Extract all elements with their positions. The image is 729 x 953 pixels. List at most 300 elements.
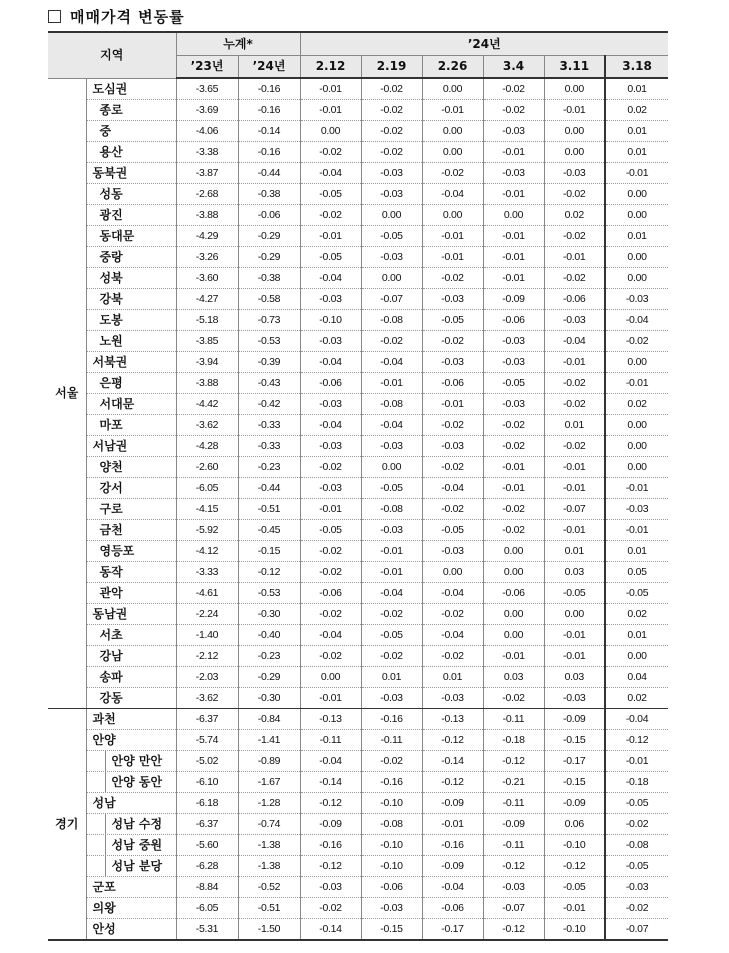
value-cell: -3.65 [176, 78, 238, 100]
value-cell: -0.12 [483, 751, 544, 772]
value-cell: -5.31 [176, 919, 238, 941]
value-cell: -0.02 [605, 814, 668, 835]
value-cell: -0.53 [238, 583, 300, 604]
value-cell: -0.17 [422, 919, 483, 941]
value-cell: -0.09 [544, 793, 605, 814]
value-cell: -0.02 [544, 226, 605, 247]
value-cell: -0.38 [238, 268, 300, 289]
value-cell: -0.02 [300, 646, 361, 667]
region-name: 구로 [86, 499, 176, 520]
value-cell: -0.01 [422, 226, 483, 247]
value-cell: -0.03 [544, 163, 605, 184]
value-cell: -0.01 [422, 247, 483, 268]
value-cell: -0.29 [238, 226, 300, 247]
region-name: 마포 [86, 415, 176, 436]
table-row [48, 583, 668, 604]
table-row [48, 394, 668, 415]
value-cell: -0.09 [483, 289, 544, 310]
value-cell: -0.16 [238, 142, 300, 163]
header-year: ’24년 [300, 32, 668, 56]
value-cell: -0.04 [361, 415, 422, 436]
value-cell: -0.74 [238, 814, 300, 835]
value-cell: 0.04 [605, 667, 668, 688]
value-cell: -0.02 [300, 457, 361, 478]
value-cell: -0.06 [422, 898, 483, 919]
value-cell: -0.06 [483, 583, 544, 604]
region-name: 안양 [86, 730, 176, 751]
value-cell: -0.16 [361, 772, 422, 793]
table-row [48, 814, 668, 835]
value-cell: -0.04 [422, 184, 483, 205]
value-cell: -3.62 [176, 688, 238, 709]
table-row [48, 520, 668, 541]
value-cell: -0.10 [300, 310, 361, 331]
value-cell: -0.02 [361, 121, 422, 142]
value-cell: 0.01 [605, 142, 668, 163]
value-cell: -0.01 [483, 184, 544, 205]
region-name: 성남 [86, 793, 176, 814]
value-cell: -0.03 [483, 331, 544, 352]
table-row [48, 667, 668, 688]
value-cell: -3.62 [176, 415, 238, 436]
value-cell: -0.05 [300, 520, 361, 541]
value-cell: 0.00 [605, 457, 668, 478]
checkbox-icon [48, 10, 61, 23]
value-cell: -2.60 [176, 457, 238, 478]
value-cell: -0.03 [300, 478, 361, 499]
value-cell: -0.08 [361, 814, 422, 835]
value-cell: -0.16 [361, 709, 422, 730]
value-cell: 0.05 [605, 562, 668, 583]
value-cell: -0.13 [422, 709, 483, 730]
value-cell: 0.01 [605, 226, 668, 247]
value-cell: -0.08 [361, 394, 422, 415]
region-name: 관악 [86, 583, 176, 604]
value-cell: -0.03 [544, 310, 605, 331]
value-cell: -0.03 [300, 436, 361, 457]
value-cell: -0.04 [422, 478, 483, 499]
value-cell: 0.02 [605, 604, 668, 625]
table-row [48, 856, 668, 877]
value-cell: 0.00 [544, 142, 605, 163]
value-cell: -0.16 [300, 835, 361, 856]
value-cell: -0.02 [605, 898, 668, 919]
value-cell: -0.03 [605, 877, 668, 898]
value-cell: -0.05 [361, 226, 422, 247]
value-cell: -0.10 [544, 835, 605, 856]
region-name: 성남 중원 [105, 835, 176, 855]
value-cell: -5.74 [176, 730, 238, 751]
region-name: 과천 [86, 709, 176, 730]
value-cell: 0.00 [544, 121, 605, 142]
value-cell: -0.01 [361, 541, 422, 562]
region-name: 중 [86, 121, 176, 142]
value-cell: -3.88 [176, 373, 238, 394]
value-cell: -0.09 [422, 856, 483, 877]
value-cell: -0.02 [422, 457, 483, 478]
value-cell: -0.33 [238, 436, 300, 457]
group-label: 서울 [48, 78, 86, 709]
table-row [48, 226, 668, 247]
value-cell: -0.03 [422, 352, 483, 373]
value-cell: -0.05 [361, 625, 422, 646]
value-cell: -0.21 [483, 772, 544, 793]
value-cell: -0.11 [483, 709, 544, 730]
value-cell: -0.12 [238, 562, 300, 583]
value-cell: -0.17 [544, 751, 605, 772]
value-cell: 0.00 [483, 625, 544, 646]
value-cell: -0.02 [422, 268, 483, 289]
region-name: 송파 [86, 667, 176, 688]
value-cell: -2.68 [176, 184, 238, 205]
value-cell: 0.03 [544, 562, 605, 583]
value-cell: -0.12 [300, 856, 361, 877]
value-cell: -0.18 [483, 730, 544, 751]
region-name: 도심권 [86, 78, 176, 100]
value-cell: -4.61 [176, 583, 238, 604]
value-cell: -4.28 [176, 436, 238, 457]
value-cell: -0.02 [544, 436, 605, 457]
value-cell: -0.05 [361, 478, 422, 499]
region-name: 은평 [86, 373, 176, 394]
table-row [48, 688, 668, 709]
value-cell: 0.00 [605, 268, 668, 289]
header-col: 2.26 [422, 56, 483, 79]
value-cell: -0.01 [544, 520, 605, 541]
header-region: 지역 [48, 32, 176, 78]
header-col: 3.11 [544, 56, 605, 79]
value-cell: -3.60 [176, 268, 238, 289]
subregion-cell [86, 835, 176, 856]
value-cell: -0.14 [300, 919, 361, 941]
table-row [48, 205, 668, 226]
value-cell: -0.02 [422, 499, 483, 520]
value-cell: -0.01 [605, 478, 668, 499]
value-cell: 0.06 [544, 814, 605, 835]
region-name: 군포 [86, 877, 176, 898]
value-cell: 0.02 [605, 394, 668, 415]
price-change-table [48, 31, 668, 941]
value-cell: -0.09 [544, 709, 605, 730]
value-cell: -0.02 [361, 100, 422, 121]
value-cell: -1.41 [238, 730, 300, 751]
value-cell: -0.02 [361, 646, 422, 667]
value-cell: -0.02 [361, 331, 422, 352]
value-cell: -0.02 [483, 415, 544, 436]
value-cell: -0.11 [483, 793, 544, 814]
value-cell: -0.04 [300, 415, 361, 436]
value-cell: -0.15 [238, 541, 300, 562]
value-cell: -0.03 [300, 289, 361, 310]
region-name: 금천 [86, 520, 176, 541]
value-cell: -0.07 [605, 919, 668, 941]
value-cell: -0.01 [605, 520, 668, 541]
value-cell: -0.05 [422, 310, 483, 331]
value-cell: 0.00 [605, 247, 668, 268]
value-cell: -6.37 [176, 814, 238, 835]
table-row [48, 751, 668, 772]
region-name: 용산 [86, 142, 176, 163]
value-cell: -0.03 [605, 499, 668, 520]
value-cell: -0.05 [483, 373, 544, 394]
value-cell: -0.01 [544, 100, 605, 121]
value-cell: 0.03 [544, 667, 605, 688]
value-cell: -4.27 [176, 289, 238, 310]
value-cell: -6.05 [176, 478, 238, 499]
value-cell: -0.03 [300, 877, 361, 898]
value-cell: -0.89 [238, 751, 300, 772]
value-cell: -0.03 [483, 163, 544, 184]
value-cell: -0.53 [238, 331, 300, 352]
value-cell: -0.04 [300, 352, 361, 373]
value-cell: -0.03 [361, 436, 422, 457]
value-cell: -0.01 [300, 78, 361, 100]
value-cell: -0.05 [544, 877, 605, 898]
value-cell: -0.02 [483, 100, 544, 121]
value-cell: 0.00 [483, 541, 544, 562]
value-cell: -1.28 [238, 793, 300, 814]
value-cell: -3.85 [176, 331, 238, 352]
value-cell: -0.30 [238, 688, 300, 709]
table-row [48, 646, 668, 667]
table-row [48, 352, 668, 373]
region-name: 강서 [86, 478, 176, 499]
value-cell: -0.03 [300, 331, 361, 352]
value-cell: 0.00 [605, 352, 668, 373]
value-cell: 0.03 [483, 667, 544, 688]
value-cell: -0.01 [300, 688, 361, 709]
value-cell: -0.05 [605, 856, 668, 877]
value-cell: -0.01 [422, 394, 483, 415]
value-cell: -0.01 [300, 100, 361, 121]
value-cell: -0.01 [422, 814, 483, 835]
value-cell: -0.03 [361, 163, 422, 184]
value-cell: -0.84 [238, 709, 300, 730]
value-cell: -0.42 [238, 394, 300, 415]
table-row [48, 499, 668, 520]
table-row [48, 709, 668, 730]
value-cell: -0.02 [605, 331, 668, 352]
value-cell: -0.10 [361, 835, 422, 856]
value-cell: -0.02 [422, 163, 483, 184]
value-cell: -0.01 [483, 142, 544, 163]
value-cell: -0.33 [238, 415, 300, 436]
table-row [48, 478, 668, 499]
value-cell: -0.44 [238, 163, 300, 184]
value-cell: -0.02 [422, 415, 483, 436]
value-cell: -1.67 [238, 772, 300, 793]
value-cell: -0.01 [544, 625, 605, 646]
table-row [48, 457, 668, 478]
value-cell: -0.07 [544, 499, 605, 520]
value-cell: -0.06 [361, 877, 422, 898]
value-cell: -0.10 [544, 919, 605, 941]
value-cell: -0.03 [361, 247, 422, 268]
value-cell: -0.06 [483, 310, 544, 331]
value-cell: -0.03 [483, 877, 544, 898]
header-col: ’24년 [238, 56, 300, 79]
region-name: 종로 [86, 100, 176, 121]
value-cell: -0.11 [300, 730, 361, 751]
value-cell: -5.60 [176, 835, 238, 856]
value-cell: -1.40 [176, 625, 238, 646]
value-cell: -0.23 [238, 646, 300, 667]
value-cell: -0.51 [238, 499, 300, 520]
value-cell: 0.00 [422, 78, 483, 100]
table-row [48, 100, 668, 121]
value-cell: -0.09 [300, 814, 361, 835]
region-name: 노원 [86, 331, 176, 352]
value-cell: -0.03 [361, 520, 422, 541]
value-cell: -0.16 [238, 78, 300, 100]
value-cell: -0.12 [544, 856, 605, 877]
table-row [48, 163, 668, 184]
value-cell: -0.04 [300, 751, 361, 772]
value-cell: -0.11 [361, 730, 422, 751]
value-cell: 0.01 [544, 415, 605, 436]
value-cell: -0.02 [483, 499, 544, 520]
table-row [48, 247, 668, 268]
value-cell: -0.44 [238, 478, 300, 499]
value-cell: -0.03 [483, 352, 544, 373]
value-cell: 0.00 [361, 205, 422, 226]
value-cell: -2.03 [176, 667, 238, 688]
value-cell: -2.24 [176, 604, 238, 625]
value-cell: -0.09 [483, 814, 544, 835]
region-name: 중랑 [86, 247, 176, 268]
value-cell: -0.01 [422, 100, 483, 121]
value-cell: -0.29 [238, 247, 300, 268]
value-cell: -0.02 [361, 604, 422, 625]
value-cell: -0.01 [544, 352, 605, 373]
region-name: 서대문 [86, 394, 176, 415]
value-cell: -0.03 [361, 184, 422, 205]
value-cell: 0.01 [605, 541, 668, 562]
value-cell: -0.02 [483, 520, 544, 541]
value-cell: -0.02 [300, 142, 361, 163]
value-cell: -0.02 [300, 604, 361, 625]
value-cell: -0.04 [605, 709, 668, 730]
value-cell: -0.04 [361, 352, 422, 373]
value-cell: -0.02 [300, 541, 361, 562]
value-cell: -0.08 [361, 499, 422, 520]
value-cell: -0.02 [544, 268, 605, 289]
value-cell: -0.02 [544, 373, 605, 394]
table-row [48, 898, 668, 919]
value-cell: -0.01 [544, 898, 605, 919]
value-cell: 0.01 [605, 121, 668, 142]
header-cumulative: 누계* [176, 32, 300, 56]
table-row [48, 373, 668, 394]
value-cell: -5.92 [176, 520, 238, 541]
title-text: 매매가격 변동률 [70, 7, 185, 26]
table-row [48, 541, 668, 562]
value-cell: -0.02 [300, 205, 361, 226]
value-cell: 0.00 [300, 121, 361, 142]
value-cell: -0.02 [361, 751, 422, 772]
value-cell: -0.43 [238, 373, 300, 394]
value-cell: -0.04 [300, 163, 361, 184]
value-cell: -0.01 [605, 373, 668, 394]
region-name: 서남권 [86, 436, 176, 457]
value-cell: -0.07 [483, 898, 544, 919]
region-name: 안양 동안 [105, 772, 176, 792]
value-cell: -0.01 [300, 226, 361, 247]
value-cell: -0.12 [483, 919, 544, 941]
value-cell: -0.30 [238, 604, 300, 625]
value-cell: -0.02 [483, 78, 544, 100]
value-cell: -0.03 [544, 688, 605, 709]
value-cell: -0.07 [361, 289, 422, 310]
value-cell: -0.38 [238, 184, 300, 205]
value-cell: -0.04 [300, 268, 361, 289]
value-cell: 0.02 [605, 688, 668, 709]
value-cell: 0.00 [483, 562, 544, 583]
value-cell: -2.12 [176, 646, 238, 667]
value-cell: -1.38 [238, 856, 300, 877]
value-cell: -0.02 [422, 646, 483, 667]
value-cell: -0.12 [605, 730, 668, 751]
value-cell: -0.03 [483, 394, 544, 415]
value-cell: -0.58 [238, 289, 300, 310]
value-cell: -0.01 [544, 457, 605, 478]
value-cell: 0.00 [422, 205, 483, 226]
value-cell: 0.00 [605, 646, 668, 667]
value-cell: -0.08 [361, 310, 422, 331]
value-cell: -0.02 [483, 688, 544, 709]
value-cell: -0.03 [361, 688, 422, 709]
table-row [48, 835, 668, 856]
value-cell: -0.01 [544, 478, 605, 499]
value-cell: -0.04 [544, 331, 605, 352]
value-cell: -0.16 [422, 835, 483, 856]
value-cell: -0.05 [605, 793, 668, 814]
region-name: 성동 [86, 184, 176, 205]
value-cell: -0.02 [422, 604, 483, 625]
table-row [48, 877, 668, 898]
value-cell: -0.11 [483, 835, 544, 856]
page-title [48, 6, 185, 26]
value-cell: -0.15 [361, 919, 422, 941]
value-cell: 0.00 [544, 78, 605, 100]
value-cell: -0.40 [238, 625, 300, 646]
value-cell: -6.05 [176, 898, 238, 919]
value-cell: -0.18 [605, 772, 668, 793]
value-cell: -4.42 [176, 394, 238, 415]
region-name: 강동 [86, 688, 176, 709]
table-row [48, 268, 668, 289]
value-cell: -0.01 [483, 247, 544, 268]
region-name: 강북 [86, 289, 176, 310]
value-cell: -0.01 [483, 226, 544, 247]
value-cell: 0.00 [422, 121, 483, 142]
value-cell: -0.01 [300, 499, 361, 520]
value-cell: -8.84 [176, 877, 238, 898]
value-cell: -0.06 [300, 373, 361, 394]
value-cell: -0.04 [300, 625, 361, 646]
region-name: 성북 [86, 268, 176, 289]
value-cell: -0.14 [422, 751, 483, 772]
region-name: 영등포 [86, 541, 176, 562]
value-cell: 0.00 [422, 142, 483, 163]
value-cell: -6.10 [176, 772, 238, 793]
value-cell: 0.01 [361, 667, 422, 688]
value-cell: -0.01 [544, 247, 605, 268]
subregion-cell [86, 772, 176, 793]
value-cell: -0.05 [605, 583, 668, 604]
value-cell: -0.02 [544, 184, 605, 205]
value-cell: -0.02 [483, 436, 544, 457]
